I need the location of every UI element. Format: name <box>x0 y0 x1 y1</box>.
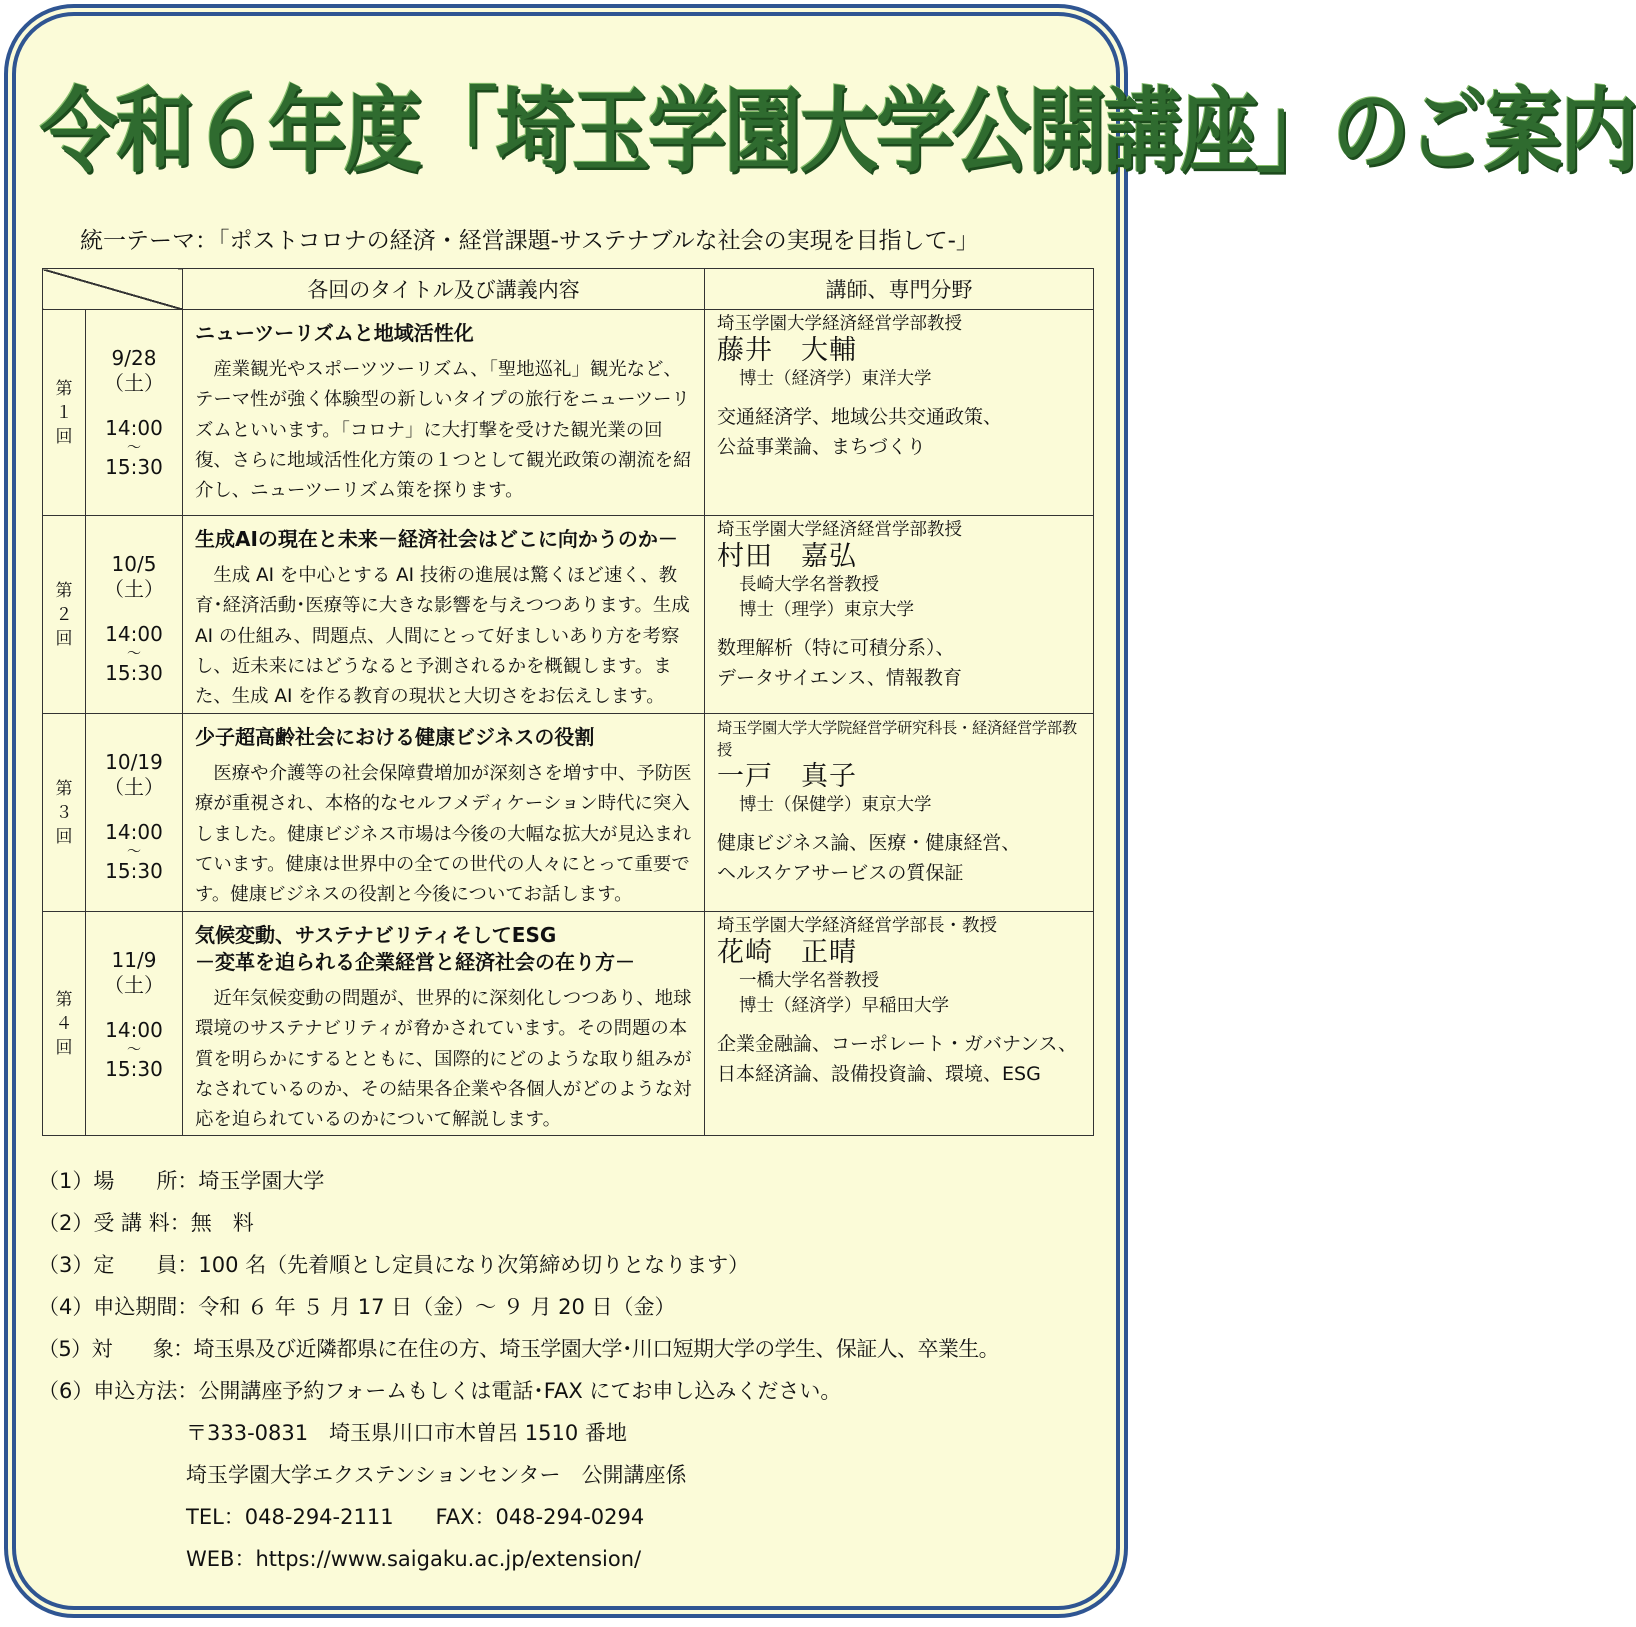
info-target: （5）対 象：埼玉県及び近隣都県に在住の方、埼玉学園大学･川口短期大学の学生、保証人、卒業生。 <box>38 1337 1000 1361</box>
info-web-link[interactable]: WEB：https://www.saigaku.ac.jp/extension/ <box>186 1547 642 1571</box>
instructor-fields <box>717 1029 1087 1089</box>
instructor-name: 村田 嘉弘 <box>717 541 857 572</box>
session-number-text: 第 １ 回 <box>55 378 73 447</box>
info-section <box>38 1160 1118 1580</box>
session-date: 11/9 <box>111 948 157 972</box>
info-fee: （2）受 講 料：無 料 <box>38 1211 254 1235</box>
instructor-fields <box>717 633 1087 693</box>
instructor-name: 花崎 正晴 <box>717 937 857 968</box>
instructor-affiliation: 埼玉学園大学経済経営学部教授 <box>717 314 962 334</box>
instructor-field: 企業金融論、コーポレート・ガバナンス、 <box>717 1033 1078 1055</box>
info-capacity: （3）定 員：100 名（先着順とし定員になり次第締め切りとなります） <box>38 1253 750 1277</box>
instructor-field: ヘルスケアサービスの質保証 <box>717 862 964 884</box>
session-title: ニューツーリズムと地域活性化 <box>195 321 474 345</box>
session-title: 生成AIの現在と未来－経済社会はどこに向かうのか－ <box>195 527 678 551</box>
session-start: 14:00 <box>105 622 163 646</box>
session-day: （土） <box>104 371 164 395</box>
instructor-degree: 博士（経済学）早稲田大学 <box>739 996 949 1016</box>
info-period: （4）申込期間：令和 ６ 年 ５ 月 17 日（金）～ ９ 月 20 日（金） <box>38 1295 676 1319</box>
info-office: 埼玉学園大学エクステンションセンター 公開講座係 <box>186 1463 687 1487</box>
session-datetime <box>86 516 183 714</box>
instructor-field: 日本経済論、設備投資論、環境、ESG <box>717 1063 1041 1085</box>
session-tilde: ～ <box>127 440 141 456</box>
info-contact: TEL：048-294-2111 FAX：048-294-0294 <box>186 1505 645 1529</box>
session-day: （土） <box>104 577 164 601</box>
session-date: 9/28 <box>111 346 157 370</box>
header-instructor: 講師、専門分野 <box>705 269 1094 310</box>
session-instructor <box>705 714 1094 912</box>
instructor-name: 一戸 真子 <box>717 761 857 792</box>
session-date: 10/5 <box>111 552 157 576</box>
session-start: 14:00 <box>105 416 163 440</box>
page-title: 令和６年度「埼玉学園大学公開講座」のご案内 <box>40 79 1636 186</box>
session-number-text: 第 ４ 回 <box>55 989 73 1058</box>
session-title: 少子超高齢社会における健康ビジネスの役割 <box>195 725 595 749</box>
instructor-degree: 長崎大学名誉教授 <box>739 575 879 595</box>
session-instructor <box>705 516 1094 714</box>
session-number <box>43 516 86 714</box>
instructor-degree: 博士（保健学）東京大学 <box>739 795 932 815</box>
instructor-affiliation: 埼玉学園大学経済経営学部長・教授 <box>717 916 997 936</box>
session-title: 気候変動、サステナビリティそしてESG －変革を迫られる企業経営と経済社会の在り方－ <box>195 923 635 974</box>
instructor-fields <box>717 828 1087 888</box>
session-tilde: ～ <box>127 646 141 662</box>
unified-theme: 統一テーマ：「ポストコロナの経済・経営課題‐サステナブルな社会の実現を目指して‐」 <box>80 228 979 254</box>
session-number-text: 第 ３ 回 <box>55 778 73 847</box>
info-address: 〒333-0831 埼玉県川口市木曽呂 1510 番地 <box>186 1421 627 1445</box>
instructor-degree: 博士（理学）東京大学 <box>739 600 914 620</box>
instructor-degree: 博士（経済学）東洋大学 <box>739 369 932 389</box>
session-number-text: 第 ２ 回 <box>55 580 73 649</box>
session-start: 14:00 <box>105 1018 163 1042</box>
session-instructor <box>705 310 1094 516</box>
session-datetime <box>86 714 183 912</box>
session-row <box>43 310 1094 516</box>
session-row <box>43 714 1094 912</box>
header-diagonal-cell <box>43 269 183 310</box>
session-content <box>183 714 705 912</box>
header-content: 各回のタイトル及び講義内容 <box>183 269 705 310</box>
instructor-name: 藤井 大輔 <box>717 335 857 366</box>
session-description: 近年気候変動の問題が、世界的に深刻化しつつあり、地球環境のサステナビリティが脅かされています。その問題の本質を明らかにするとともに、国際的にどのような取り組みがなされているのか、その結果各企業や各個人がどのような対応を迫られているのかについて解説します。 <box>195 988 692 1131</box>
instructor-field: 交通経済学、地域公共交通政策、 <box>717 406 1003 428</box>
session-number <box>43 912 86 1136</box>
info-method: （6）申込方法：公開講座予約フォームもしくは電話･FAX にてお申し込みください。 <box>38 1379 842 1403</box>
session-content <box>183 516 705 714</box>
session-number <box>43 310 86 516</box>
session-end: 15:30 <box>105 661 163 685</box>
session-description: 生成 AI を中心とする AI 技術の進展は驚くほど速く、教育･経済活動･医療等に大きな影響を与えつつあります。生成 AI の仕組み、問題点、人間にとって好ましいあり方を考察し、近未来にはどうなると予測されるかを概観します。また、生成 AI を作る教育の現状と大切さをお伝えします。 <box>195 565 690 708</box>
session-end: 15:30 <box>105 1057 163 1081</box>
info-place: （1）場 所：埼玉学園大学 <box>38 1169 325 1193</box>
session-row <box>43 516 1094 714</box>
session-number <box>43 714 86 912</box>
session-start: 14:00 <box>105 820 163 844</box>
session-day: （土） <box>104 775 164 799</box>
session-end: 15:30 <box>105 455 163 479</box>
instructor-affiliation: 埼玉学園大学大学院経営学研究科長・経済経営学部教授 <box>717 719 1077 759</box>
session-row <box>43 912 1094 1136</box>
session-content <box>183 310 705 516</box>
session-description: 産業観光やスポーツツーリズム、「聖地巡礼」観光など、テーマ性が強く体験型の新しいタイプの旅行をニューツーリズムといいます。「コロナ」に大打撃を受けた観光業の回復、さらに地域活性化方策の１つとして観光政策の潮流を紹介し、ニューツーリズム策を探ります。 <box>195 359 692 502</box>
session-datetime <box>86 310 183 516</box>
session-description: 医療や介護等の社会保障費増加が深刻さを増す中、予防医療が重視され、本格的なセルフメディケーション時代に突入しました。健康ビジネス市場は今後の大幅な拡大が見込まれています。健康は世界中の全ての世代の人々にとって重要です。健康ビジネスの役割と今後についてお話します。 <box>195 763 692 906</box>
session-content <box>183 912 705 1136</box>
session-datetime <box>86 912 183 1136</box>
session-day: （土） <box>104 973 164 997</box>
schedule-table <box>42 268 1094 1136</box>
instructor-field: 公益事業論、まちづくり <box>717 436 926 458</box>
session-tilde: ～ <box>127 1042 141 1058</box>
instructor-affiliation: 埼玉学園大学経済経営学部教授 <box>717 520 962 540</box>
session-tilde: ～ <box>127 844 141 860</box>
session-date: 10/19 <box>105 750 163 774</box>
instructor-degree: 一橋大学名誉教授 <box>739 971 879 991</box>
session-instructor <box>705 912 1094 1136</box>
session-end: 15:30 <box>105 859 163 883</box>
instructor-field: 健康ビジネス論、医療・健康経営、 <box>717 832 1021 854</box>
table-header-row <box>43 269 1094 310</box>
instructor-field: 数理解析（特に可積分系）、 <box>717 637 955 659</box>
instructor-field: データサイエンス、情報教育 <box>717 667 962 689</box>
instructor-fields <box>717 402 1087 462</box>
